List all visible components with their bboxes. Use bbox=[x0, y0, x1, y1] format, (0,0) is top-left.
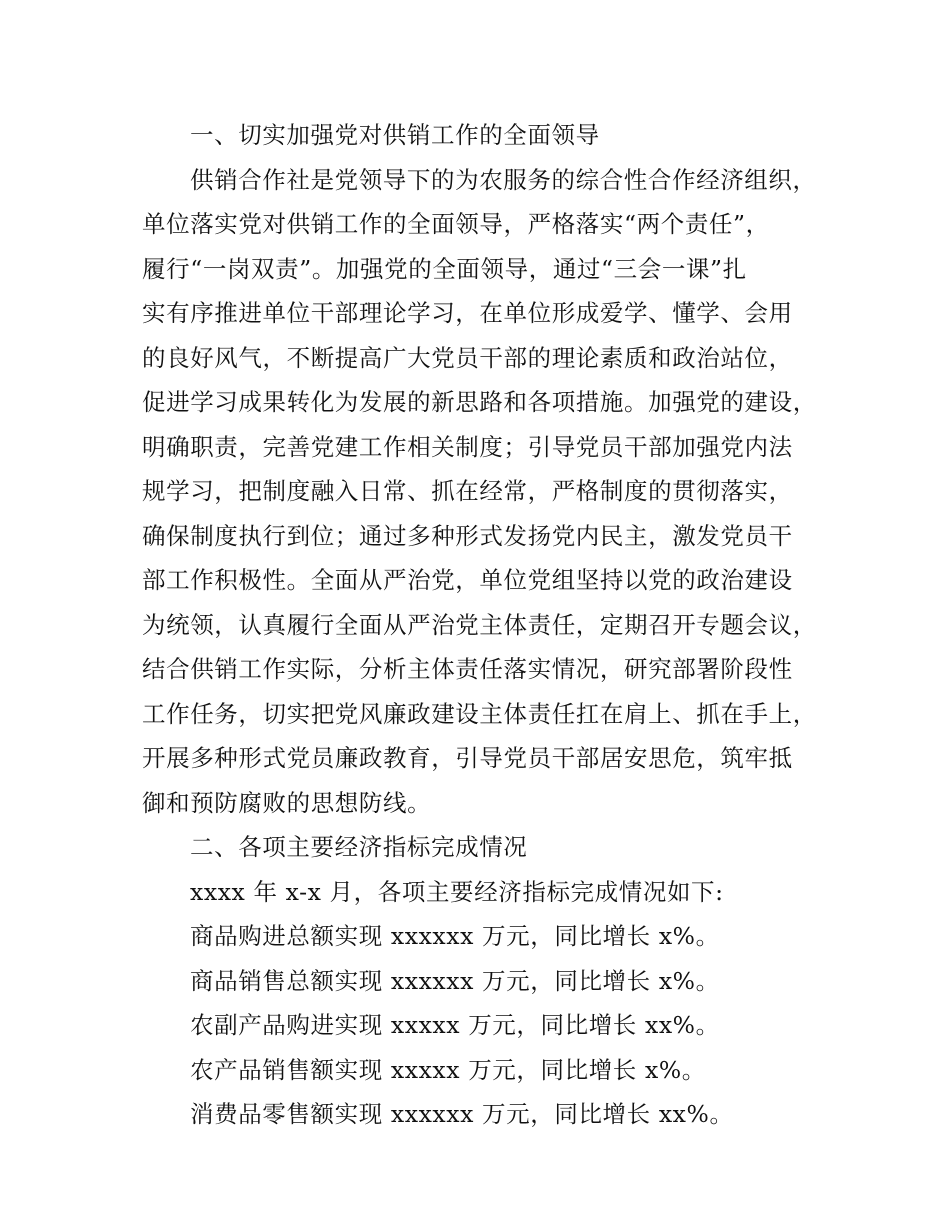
paragraph-line: 单位落实党对供销工作的全面领导，严格落实“两个责任”， bbox=[142, 210, 770, 238]
paragraph-line: 明确职责，完善党建工作相关制度；引导党员干部加强党内法 bbox=[142, 432, 793, 461]
indicator-item: 农产品销售额实现 xxxxx 万元，同比增长 x%。 bbox=[190, 1055, 706, 1084]
paragraph-line: 的良好风气，不断提高广大党员干部的理论素质和政治站位， bbox=[142, 343, 793, 372]
section1-paragraph bbox=[142, 158, 830, 826]
section2-heading: 二、各项主要经济指标完成情况 bbox=[190, 833, 528, 861]
paragraph-line: 开展多种形式党员廉政教育，引导党员干部居安思危，筑牢抵 bbox=[142, 744, 793, 772]
paragraph-line: 部工作积极性。全面从严治党，单位党组坚持以党的政治建设 bbox=[142, 566, 793, 594]
section1-heading: 一、切实加强党对供销工作的全面领导 bbox=[190, 121, 600, 149]
paragraph-line: 促进学习成果转化为发展的新思路和各项措施。加强党的建设， bbox=[142, 388, 817, 416]
paragraph-line: 御和预防腐败的思想防线。 bbox=[142, 788, 432, 817]
paragraph-line: 工作任务，切实把党风廉政建设主体责任扛在肩上、抓在手上， bbox=[142, 699, 817, 728]
indicator-item: 商品销售总额实现 xxxxxx 万元，同比增长 x%。 bbox=[190, 966, 720, 995]
section2-intro: xxxx 年 x-x 月，各项主要经济指标完成情况如下: bbox=[190, 877, 724, 906]
paragraph-line: 确保制度执行到位；通过多种形式发扬党内民主，激发党员干 bbox=[142, 521, 793, 550]
paragraph-line: 履行“一岗双责”。加强党的全面领导，通过“三会一课”扎 bbox=[142, 254, 747, 283]
paragraph-line: 为统领，认真履行全面从严治党主体责任，定期召开专题会议， bbox=[142, 610, 817, 639]
indicator-item: 商品购进总额实现 xxxxxx 万元，同比增长 x%。 bbox=[190, 922, 720, 950]
paragraph-line: 供销合作社是党领导下的为农服务的综合性合作经济组织， bbox=[190, 165, 817, 194]
indicator-item: 消费品零售额实现 xxxxxx 万元，同比增长 xx%。 bbox=[190, 1100, 734, 1128]
paragraph-line: 实有序推进单位干部理论学习，在单位形成爱学、懂学、会用 bbox=[142, 299, 793, 327]
document-body bbox=[142, 113, 830, 1137]
paragraph-line: 结合供销工作实际，分析主体责任落实情况，研究部署阶段性 bbox=[142, 655, 793, 683]
indicator-item: 农副产品购进实现 xxxxx 万元，同比增长 xx%。 bbox=[190, 1011, 720, 1039]
indicator-list bbox=[142, 914, 830, 1137]
paragraph-line: 规学习，把制度融入日常、抓在经常，严格制度的贯彻落实， bbox=[142, 477, 793, 505]
